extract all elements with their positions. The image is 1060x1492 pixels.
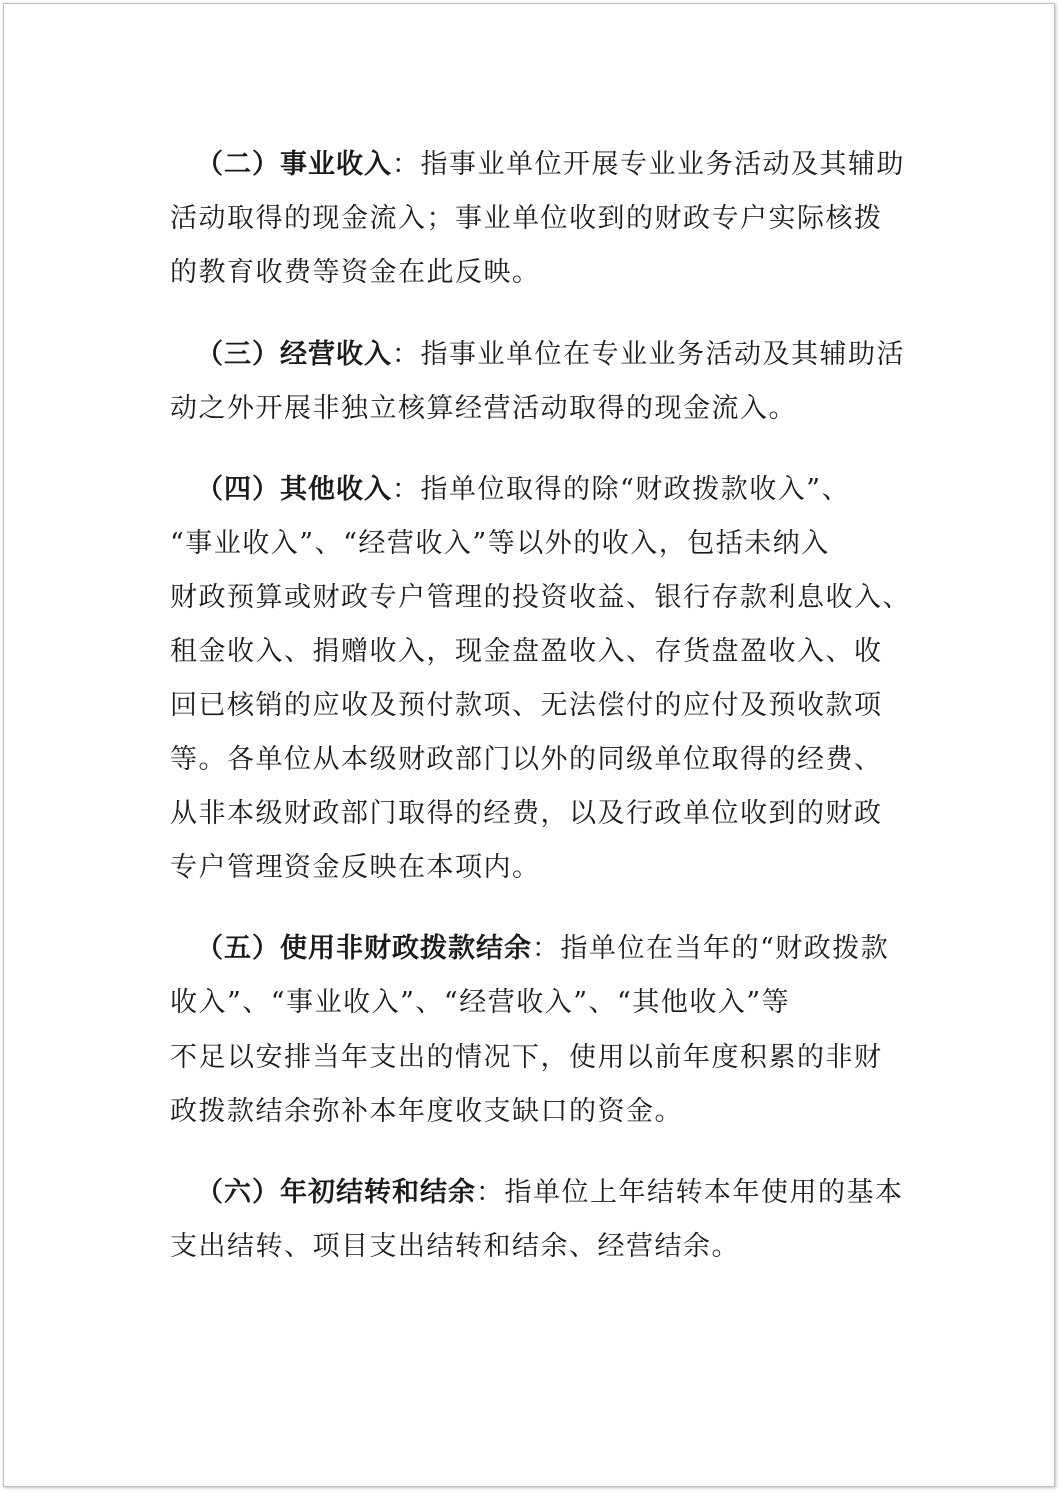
paragraph-4-separator: ： (392, 474, 421, 505)
paragraph-4-line-4: 租金收入、捐赠收入，现金盘盈收入、存货盘盈收入、收 (170, 636, 883, 667)
paragraph-6-heading: （六）年初结转和结余 (196, 1177, 476, 1208)
paragraph-5-line-4: 政拨款结余弥补本年度收支缺口的资金。 (170, 1096, 683, 1127)
paragraph-3-text: 指事业单位在专业业务活动及其辅助活 (420, 339, 905, 370)
paragraph-4-heading: （四）其他收入 (196, 474, 392, 505)
paragraph-4-text: 指单位取得的除“财政拨款收入”、 (420, 474, 851, 505)
paragraph-4-line-1 (196, 463, 850, 517)
paragraph-4-line-3: 财政预算或财政专户管理的投资收益、银行存款利息收入、 (170, 582, 911, 613)
paragraph-4-line-5: 回已核销的应收及预付款项、无法偿付的应付及预收款项 (170, 690, 883, 721)
paragraph-2-line-2: 活动取得的现金流入；事业单位收到的财政专户实际核拨 (170, 203, 883, 234)
paragraph-2-line-1 (196, 138, 905, 192)
paragraph-4-line-7: 从非本级财政部门取得的经费，以及行政单位收到的财政 (170, 798, 883, 829)
paragraph-2-text: 指事业单位开展专业业务活动及其辅助 (420, 149, 905, 180)
paragraph-6-line-1 (196, 1166, 904, 1220)
paragraph-6-text: 指单位上年结转本年使用的基本 (504, 1177, 904, 1208)
paragraph-2-separator: ： (392, 149, 421, 180)
paragraph-6-separator: ： (476, 1177, 505, 1208)
paragraph-3-line-1 (196, 328, 905, 382)
paragraph-3-separator: ： (392, 339, 421, 370)
paragraph-4-line-8: 专户管理资金反映在本项内。 (170, 852, 541, 883)
paragraph-5-separator: ： (532, 933, 561, 964)
paragraph-4-line-6: 等。各单位从本级财政部门以外的同级单位取得的经费、 (170, 744, 883, 775)
paragraph-5-line-1 (196, 922, 889, 976)
paragraph-5-text: 指单位在当年的“财政拨款 (560, 933, 890, 964)
paragraph-5-heading: （五）使用非财政拨款结余 (196, 933, 532, 964)
paragraph-2-heading: （二）事业收入 (196, 149, 392, 180)
paragraph-5-line-2: 收入”、“事业收入”、“经营收入”、“其他收入”等 (170, 987, 791, 1018)
document-page (3, 3, 1055, 1487)
paragraph-4-line-2: “事业收入”、“经营收入”等以外的收入，包括未纳入 (170, 528, 830, 559)
paragraph-3-line-2: 动之外开展非独立核算经营活动取得的现金流入。 (170, 393, 797, 424)
paragraph-5-line-3: 不足以安排当年支出的情况下，使用以前年度积累的非财 (170, 1042, 883, 1073)
paragraph-3-heading: （三）经营收入 (196, 339, 392, 370)
paragraph-2-line-3: 的教育收费等资金在此反映。 (170, 257, 541, 288)
paragraph-6-line-2: 支出结转、项目支出结转和结余、经营结余。 (170, 1231, 740, 1262)
